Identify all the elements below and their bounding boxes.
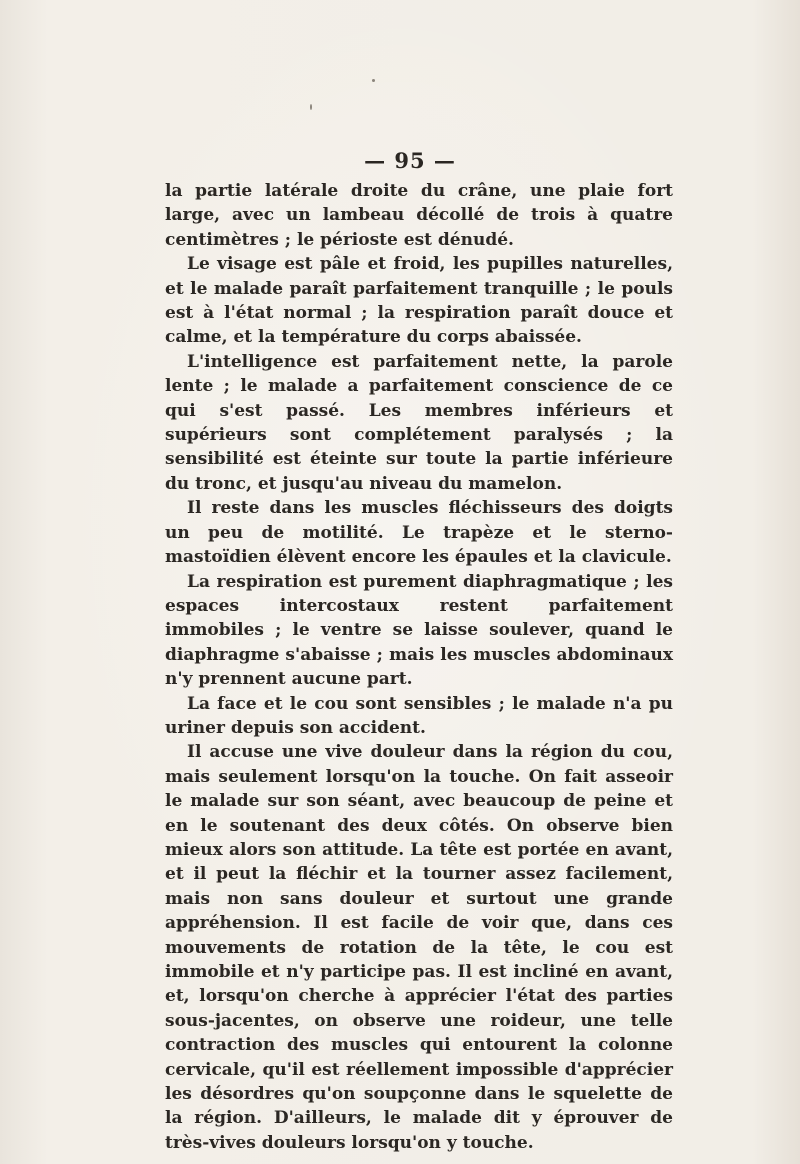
paragraph-continuation: la partie latérale droite du crâne, une plaie fort large, avec un lambeau décollé de trois à quatre centimètres ; le périoste est dénudé. xyxy=(165,181,673,250)
paragraph: La face et le cou sont sensibles ; le malade n'a pu uriner depuis son accident. xyxy=(165,693,673,738)
ink-speck xyxy=(372,79,375,82)
paragraph: L'intelligence est parfaitement nette, la parole lente ; le malade a parfaitement conscience de ce qui s'est passé. Les membres inférieurs et supérieurs sont complétement paralysés ; la sensibilité est éteinte sur toute la partie inférieure du tronc, et jusqu'au niveau du mamelon. xyxy=(165,351,673,494)
paragraph: Il accuse une vive douleur dans la région du cou, mais seulement lorsqu'on la touche. On fait asseoir le malade sur son séant, avec beaucoup de peine et en le soutenant des deux côtés. On observe bien mieux alors son attitude. La tête est portée en avant, et il peut la fléchir et la tourner assez facilement, mais non sans douleur et surtout une grande appréhension. Il est facile de voir que, dans ces mouvements de rotation de la tête, le cou est immobile et n'y participe pas. Il est incliné en avant, et, lorsqu'on cherche à apprécier l'état des parties sous-jacentes, on observe une roideur, une telle contraction des muscles qui entourent la colonne cervicale, qu'il est réellement impossible d'apprécier les désordres qu'on soupçonne dans le squelette de la région. D'ailleurs, le malade dit y éprouver de très-vives douleurs lorsqu'on y touche. xyxy=(165,742,673,1153)
paragraph: Le visage est pâle et froid, les pupilles naturelles, et le malade paraît parfaitement tranquille ; le pouls est à l'état normal ; la respiration paraît douce et calme, et la température du corps abaissée. xyxy=(165,254,673,348)
page-number: — 95 — xyxy=(364,148,456,173)
paragraph: Il reste dans les muscles fléchisseurs des doigts un peu de motilité. Le trapèze et le sterno-mastoïdien élèvent encore les épaules et la clavicule. xyxy=(165,498,673,568)
ink-speck xyxy=(310,104,312,110)
body-text xyxy=(165,179,673,1155)
paragraph: La respiration est purement diaphragmatique ; les espaces intercostaux restent parfaitement immobiles ; le ventre se laisse soulever, quand le diaphragme s'abaisse ; mais les muscles abdominaux n'y prennent aucune part. xyxy=(165,571,673,690)
